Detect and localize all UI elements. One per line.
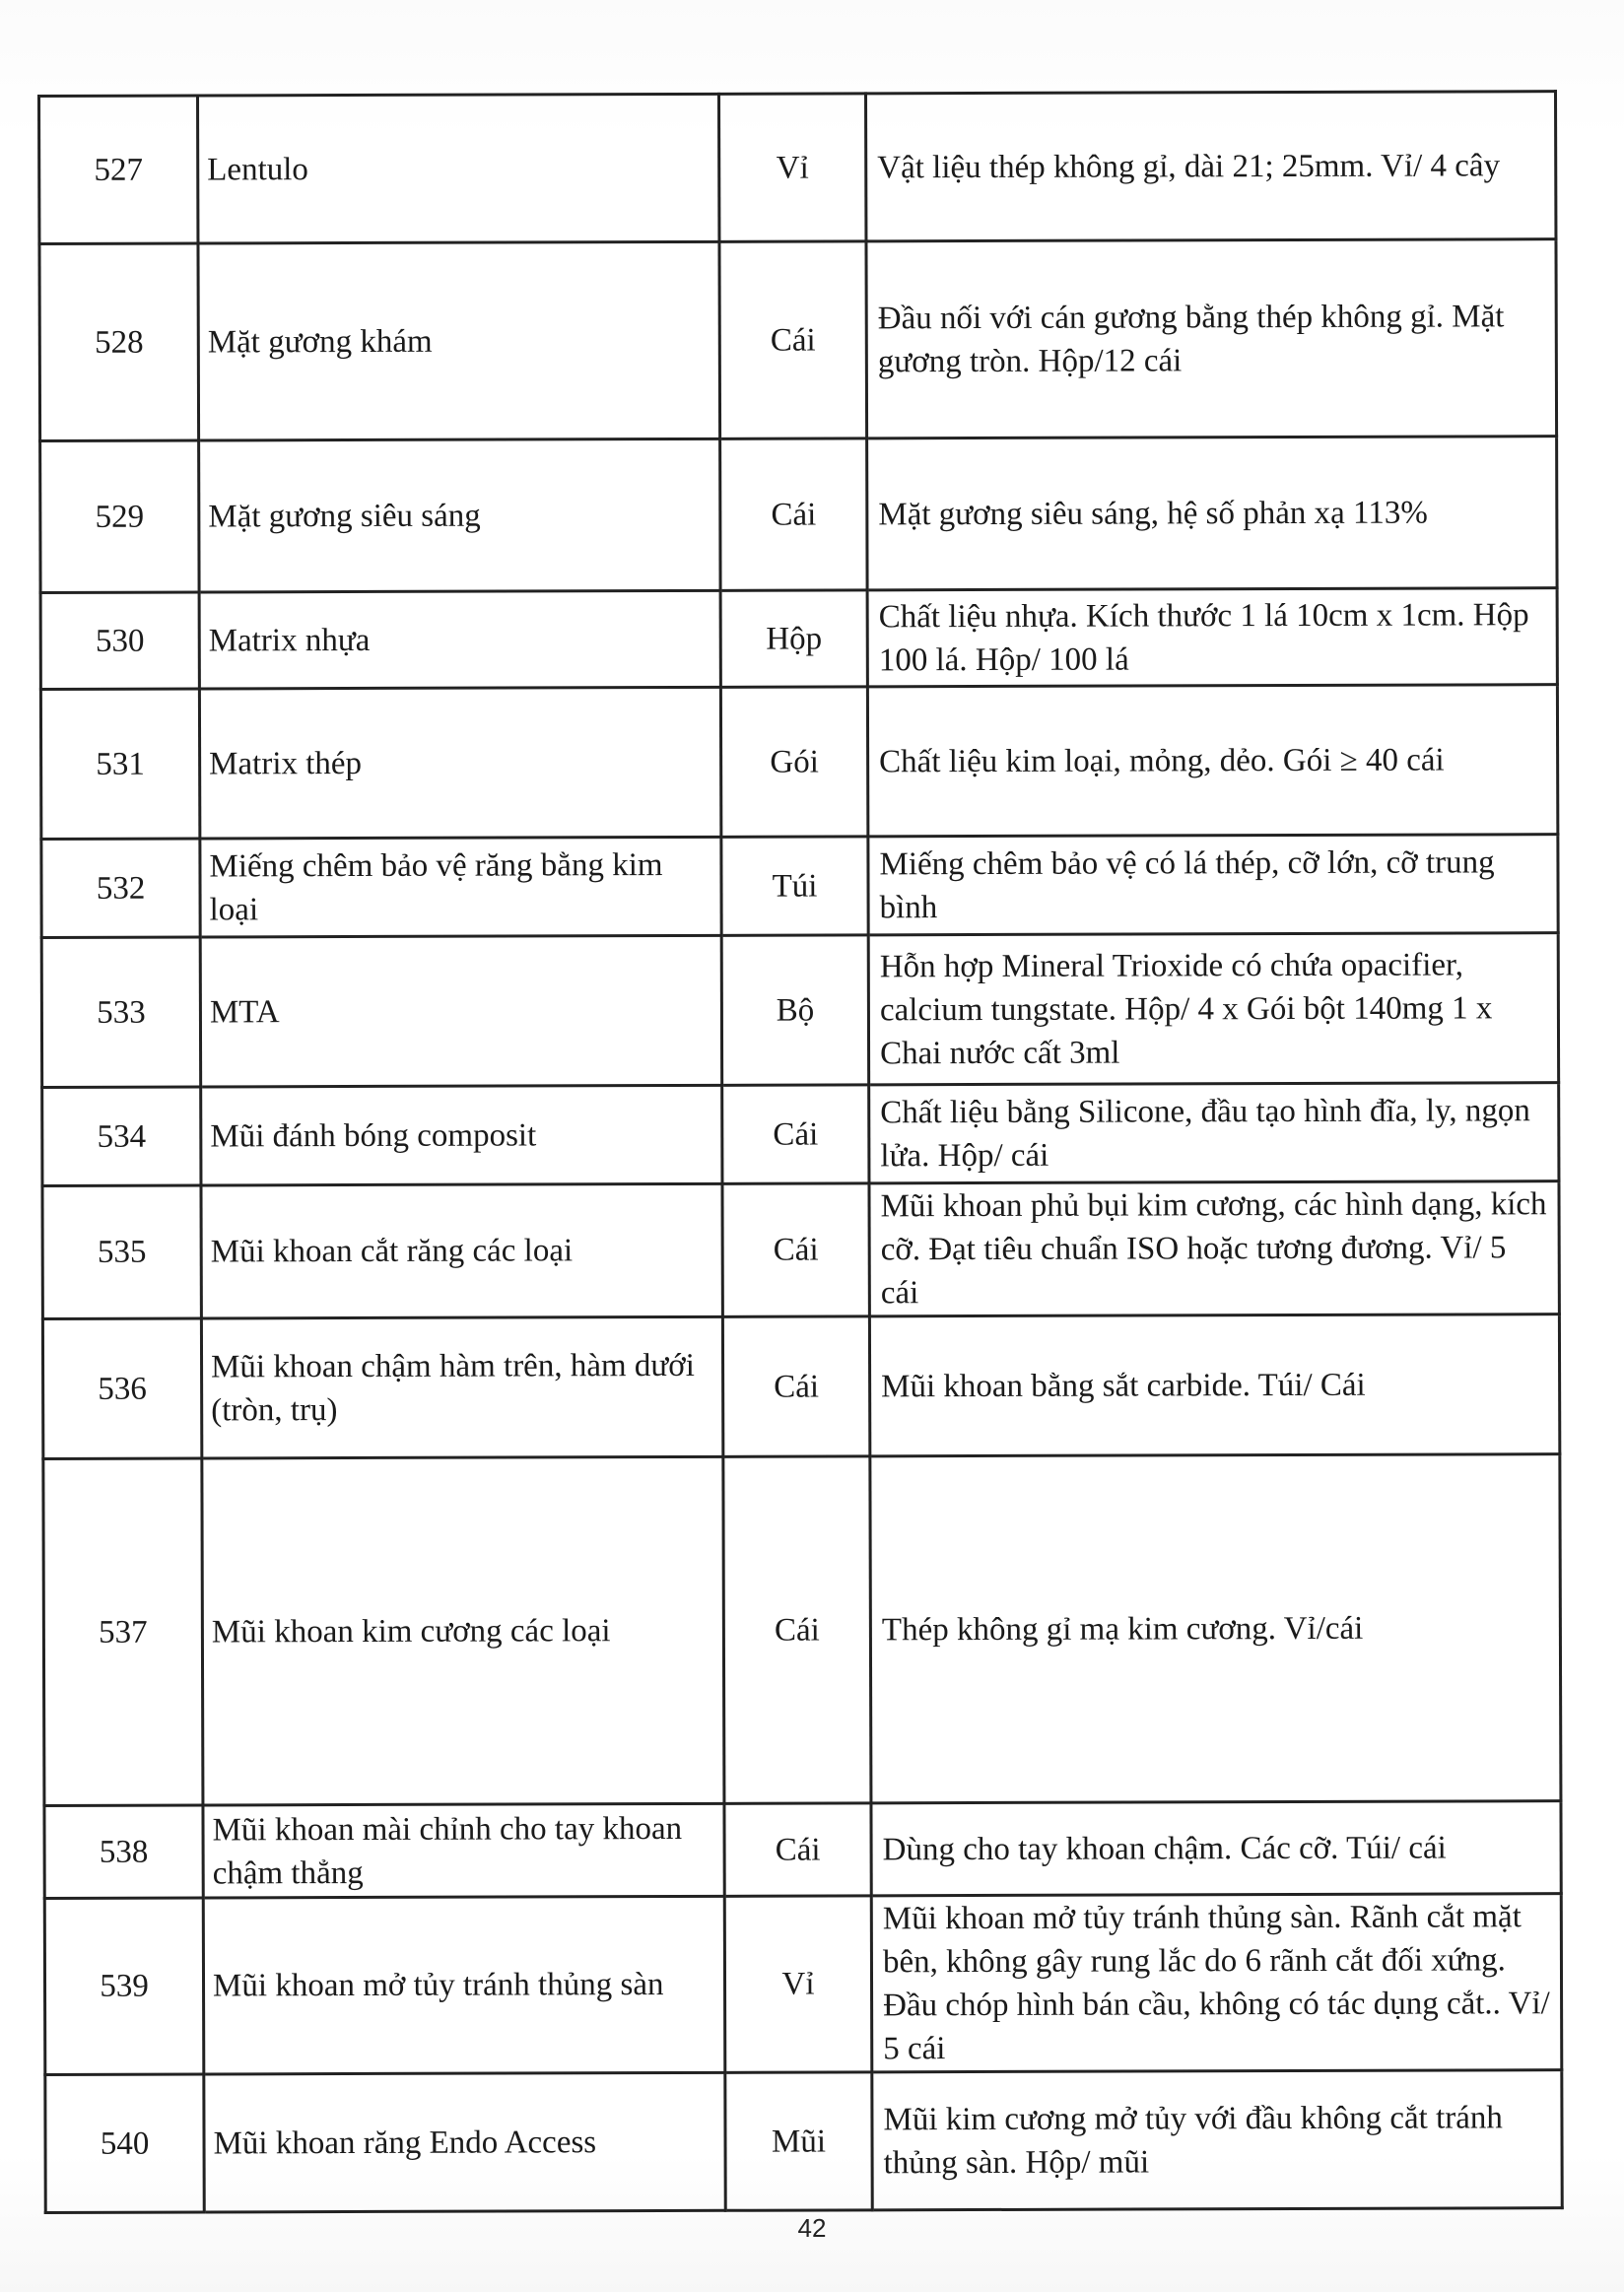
- item-unit: Cái: [722, 1183, 869, 1316]
- item-spec: Mặt gương siêu sáng, hệ số phản xạ 113%: [867, 437, 1557, 590]
- item-spec: Chất liệu kim loại, mỏng, dẻo. Gói ≥ 40 cái: [867, 685, 1557, 837]
- table-row: [43, 1454, 1561, 1806]
- table-row: [42, 1181, 1559, 1319]
- table-row: [41, 933, 1558, 1088]
- row-number: 527: [39, 96, 198, 244]
- item-spec: Mũi khoan bằng sắt carbide. Túi/ Cái: [869, 1315, 1559, 1456]
- item-name: Mũi đánh bóng composit: [201, 1085, 722, 1185]
- row-number: 528: [39, 243, 199, 441]
- item-unit: Cái: [724, 1803, 871, 1896]
- item-name: Mũi khoan chậm hàm trên, hàm dưới (tròn, trụ): [201, 1316, 722, 1458]
- item-unit: Vỉ: [719, 94, 866, 241]
- item-spec: Đầu nối với cán gương bằng thép không gỉ. Mặt gương tròn. Hộp/12 cái: [866, 239, 1557, 438]
- row-number: 537: [43, 1458, 203, 1806]
- row-number: 532: [41, 839, 200, 938]
- item-name: MTA: [200, 935, 721, 1087]
- table-row: [42, 1083, 1559, 1186]
- item-spec: Chất liệu nhựa. Kích thước 1 lá 10cm x 1cm. Hộp 100 lá. Hộp/ 100 lá: [867, 588, 1557, 687]
- row-number: 536: [42, 1318, 201, 1459]
- item-name: Mũi khoan răng Endo Access: [204, 2072, 725, 2212]
- table-row: [40, 588, 1557, 690]
- item-name: Miếng chêm bảo vệ răng bằng kim loại: [200, 837, 721, 937]
- item-spec: Mũi khoan mở tủy tránh thủng sàn. Rãnh cắt mặt bên, không gây rung lắc do 6 rãnh cắt đối xứng. Đầu chóp hình bán cầu, không có tác dụng cắt.. Vỉ/ 5 cái: [871, 1894, 1562, 2072]
- item-name: Mũi khoan cắt răng các loại: [201, 1183, 722, 1318]
- table-row: [39, 92, 1556, 244]
- page-number: 42: [797, 2213, 827, 2243]
- item-unit: Cái: [722, 1085, 869, 1183]
- supplies-table: [37, 90, 1564, 2214]
- item-name: Matrix thép: [199, 687, 720, 839]
- row-number: 538: [44, 1805, 203, 1899]
- item-spec: Miếng chêm bảo vệ có lá thép, cỡ lớn, cỡ trung bình: [868, 835, 1558, 935]
- item-spec: Mũi kim cương mở tủy với đầu không cắt tránh thủng sàn. Hộp/ mũi: [872, 2070, 1562, 2210]
- table-row: [44, 1894, 1562, 2075]
- item-unit: Cái: [719, 241, 867, 438]
- row-number: 533: [41, 937, 200, 1088]
- row-number: 534: [42, 1087, 201, 1186]
- item-spec: Chất liệu bằng Silicone, đầu tạo hình đĩa, ly, ngọn lửa. Hộp/ cái: [869, 1083, 1559, 1183]
- item-spec: Mũi khoan phủ bụi kim cương, các hình dạng, kích cỡ. Đạt tiêu chuẩn ISO hoặc tương đương. Vỉ/ 5 cái: [869, 1181, 1559, 1316]
- table-row: [42, 1315, 1559, 1459]
- item-unit: Mũi: [725, 2072, 872, 2210]
- row-number: 529: [40, 440, 199, 593]
- table-row: [41, 835, 1558, 938]
- row-number: 540: [45, 2074, 204, 2213]
- item-name: Mặt gương khám: [198, 241, 720, 440]
- item-unit: Bộ: [721, 935, 868, 1085]
- item-unit: Cái: [720, 438, 867, 590]
- table-row: [39, 239, 1557, 441]
- item-name: Mũi khoan kim cương các loại: [202, 1456, 724, 1805]
- row-number: 535: [42, 1185, 201, 1319]
- item-name: Mặt gương siêu sáng: [199, 438, 720, 592]
- row-number: 530: [40, 592, 199, 690]
- table-row: [45, 2070, 1562, 2213]
- item-spec: Vật liệu thép không gỉ, dài 21; 25mm. Vỉ/ 4 cây: [866, 92, 1556, 241]
- table-row: [40, 437, 1557, 593]
- item-unit: Gói: [720, 687, 867, 837]
- table-row: [44, 1801, 1561, 1899]
- item-name: Lentulo: [198, 94, 719, 243]
- item-spec: Hỗn hợp Mineral Trioxide có chứa opacifier, calcium tungstate. Hộp/ 4 x Gói bột 140mg 1 x Chai nước cất 3ml: [868, 933, 1558, 1085]
- item-unit: Cái: [722, 1316, 869, 1456]
- item-spec: Thép không gỉ mạ kim cương. Vỉ/cái: [870, 1454, 1561, 1803]
- item-name: Mũi khoan mài chỉnh cho tay khoan chậm thẳng: [203, 1803, 724, 1898]
- item-unit: Hộp: [720, 590, 867, 687]
- item-spec: Dùng cho tay khoan chậm. Các cỡ. Túi/ cái: [871, 1801, 1561, 1896]
- item-unit: Cái: [723, 1456, 871, 1803]
- row-number: 539: [44, 1898, 204, 2075]
- item-unit: Túi: [721, 837, 868, 935]
- row-number: 531: [40, 689, 199, 840]
- item-name: Mũi khoan mở tủy tránh thủng sàn: [203, 1896, 725, 2074]
- item-name: Matrix nhựa: [199, 590, 720, 689]
- item-unit: Vỉ: [724, 1896, 872, 2072]
- table-row: [40, 685, 1557, 840]
